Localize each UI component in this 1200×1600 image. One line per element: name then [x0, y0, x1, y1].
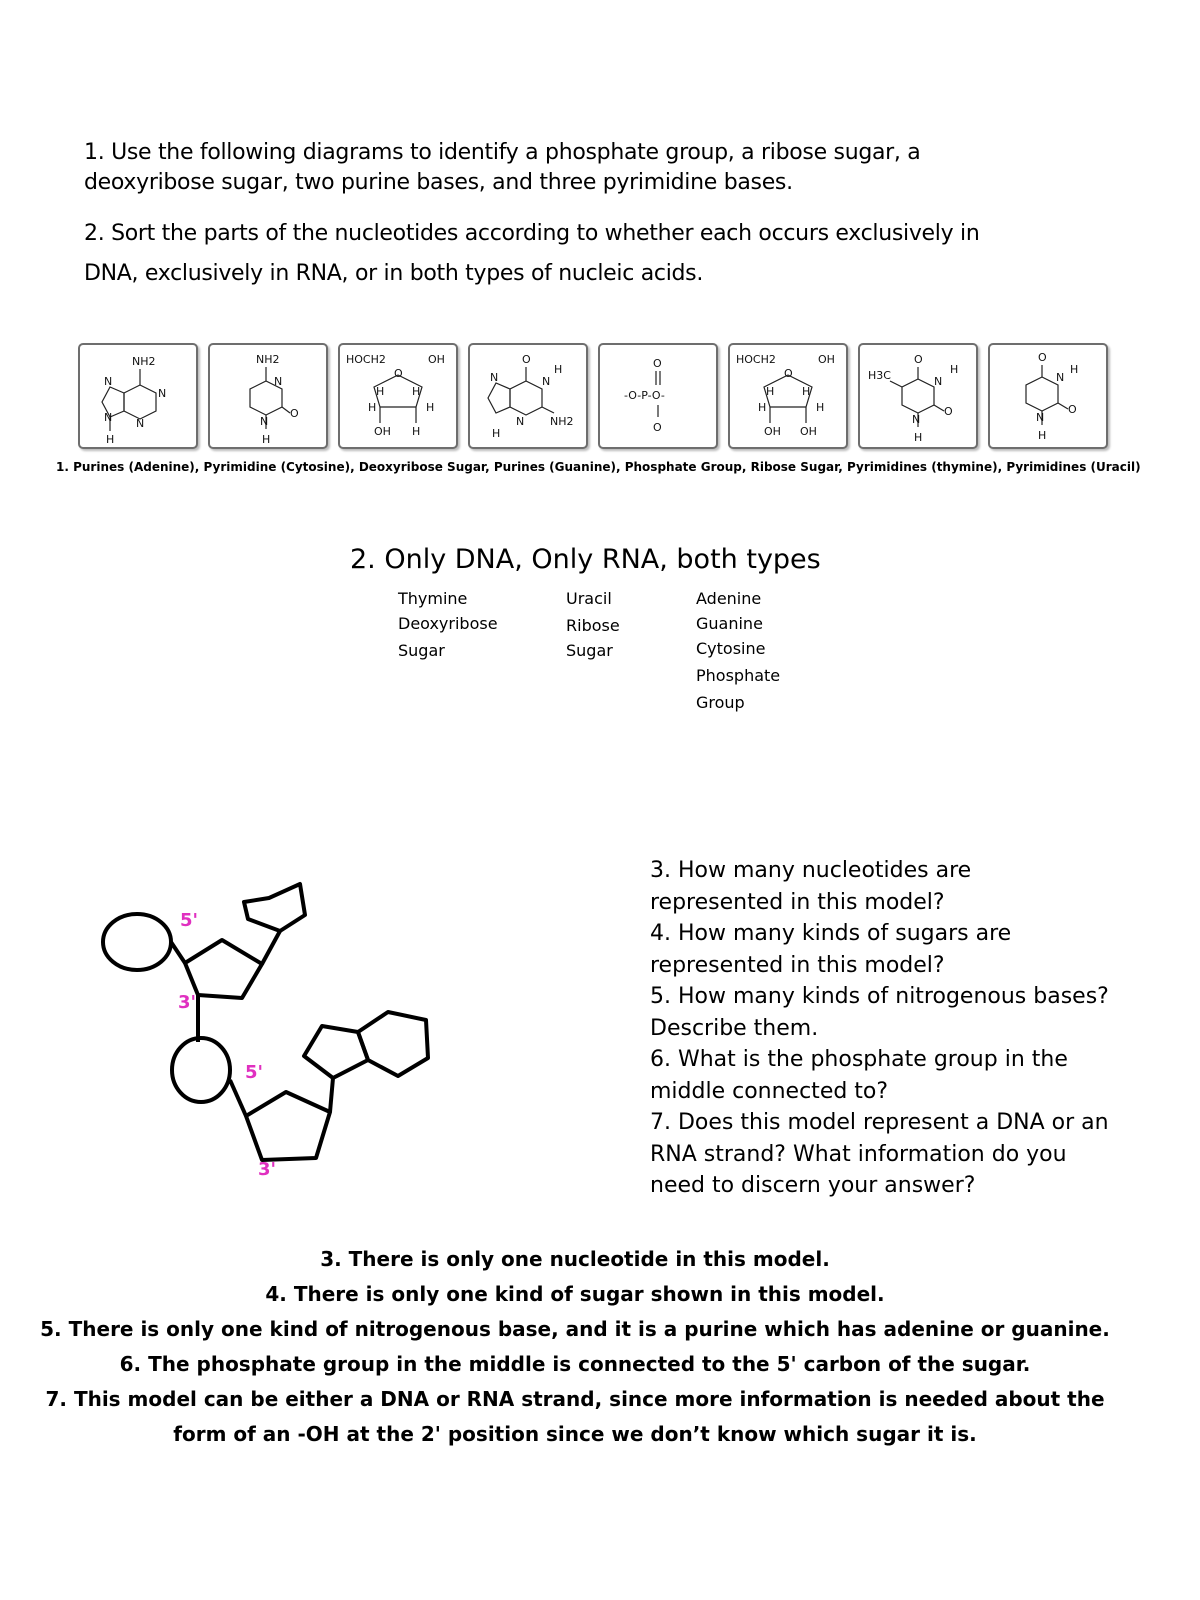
svg-text:O: O: [653, 357, 662, 370]
base-hexagon-bottom: [358, 1012, 428, 1076]
svg-text:OH: OH: [374, 425, 391, 438]
list-item: Ribose: [566, 616, 620, 635]
svg-text:H: H: [950, 363, 959, 376]
svg-text:N: N: [274, 375, 283, 388]
sugar-pentagon-bottom: [246, 1092, 330, 1160]
svg-text:H: H: [1038, 429, 1047, 442]
phosphate-circle-bottom: [172, 1038, 230, 1102]
svg-text:OH: OH: [818, 353, 835, 366]
questions-3-7: [650, 855, 1116, 1202]
svg-text:-O-P-O-: -O-P-O-: [624, 389, 665, 402]
answer-2-title: 2. Only DNA, Only RNA, both types: [350, 544, 821, 575]
thymine-structure: [858, 343, 978, 449]
svg-text:H: H: [816, 401, 825, 414]
svg-text:H: H: [262, 433, 271, 446]
svg-text:H: H: [106, 433, 115, 446]
answer-3: 3. There is only one nucleotide in this model.: [320, 1247, 830, 1271]
question-4: 4. How many kinds of sugars are represented in this model?: [650, 921, 1019, 978]
uracil-structure: [988, 343, 1108, 449]
svg-text:O: O: [653, 421, 662, 434]
question-6: 6. What is the phosphate group in the middle connected to?: [650, 1047, 1075, 1104]
label-5-prime-bottom: 5': [245, 1062, 264, 1083]
svg-text:NH2: NH2: [132, 355, 156, 368]
svg-text:H: H: [492, 427, 501, 440]
cytosine-structure: [208, 343, 328, 449]
svg-text:N: N: [136, 417, 145, 430]
svg-text:N: N: [934, 375, 943, 388]
svg-text:H: H: [368, 401, 377, 414]
question-1: 1. Use the following diagrams to identify a phosphate group, a ribose sugar, a deoxyribose sugar, two purine bases, and three pyrimidine bases.: [84, 140, 921, 195]
svg-text:HOCH2: HOCH2: [736, 353, 776, 366]
svg-text:N: N: [516, 415, 525, 428]
question-7: 7. Does this model represent a DNA or an RNA strand? What information do you need to discern your answer?: [650, 1110, 1116, 1198]
list-item: Cytosine: [696, 639, 766, 658]
svg-text:H: H: [766, 385, 775, 398]
svg-text:H: H: [426, 401, 435, 414]
deoxyribose-structure: [338, 343, 458, 449]
question-5: 5. How many kinds of nitrogenous bases? Describe them.: [650, 984, 1116, 1041]
svg-text:H: H: [554, 363, 563, 376]
list-item: Group: [696, 693, 745, 712]
svg-text:OH: OH: [428, 353, 445, 366]
only-dna-column: [398, 586, 528, 663]
list-item: Guanine: [696, 614, 763, 633]
svg-text:O: O: [784, 367, 793, 380]
svg-text:H: H: [802, 385, 811, 398]
svg-text:N: N: [104, 411, 113, 424]
label-3-prime-top: 3': [178, 992, 197, 1013]
phosphate-circle-top: [103, 914, 171, 970]
phosphate-structure: [598, 343, 718, 449]
list-item: Thymine: [398, 589, 468, 608]
svg-text:H: H: [376, 385, 385, 398]
svg-text:N: N: [158, 387, 167, 400]
svg-text:OH: OH: [764, 425, 781, 438]
svg-text:NH2: NH2: [256, 353, 280, 366]
answer-6: 6. The phosphate group in the middle is connected to the 5' carbon of the sugar.: [119, 1352, 1031, 1376]
guanine-structure: [468, 343, 588, 449]
svg-text:O: O: [1068, 403, 1077, 416]
answer-4: 4. There is only one kind of sugar shown in this model.: [265, 1282, 885, 1306]
ribose-structure: [728, 343, 848, 449]
svg-text:H: H: [914, 431, 923, 444]
svg-text:N: N: [542, 375, 551, 388]
svg-text:N: N: [104, 375, 113, 388]
svg-text:HOCH2: HOCH2: [346, 353, 386, 366]
list-item: Sugar: [398, 641, 445, 660]
svg-text:N: N: [1036, 411, 1045, 424]
svg-text:N: N: [1056, 371, 1065, 384]
only-rna-column: [566, 586, 646, 663]
svg-text:O: O: [944, 405, 953, 418]
svg-text:O: O: [1038, 351, 1047, 364]
svg-text:O: O: [394, 367, 403, 380]
base-hexagon-top: [244, 884, 305, 931]
list-item: Sugar: [566, 641, 613, 660]
answer-7: 7. This model can be either a DNA or RNA strand, since more information is needed about the form of an -OH at the 2' position since we don’t know which sugar it is.: [45, 1387, 1105, 1446]
label-5-prime-top: 5': [180, 910, 199, 931]
svg-text:H3C: H3C: [868, 369, 891, 382]
list-item: Adenine: [696, 589, 762, 608]
list-item: Uracil: [566, 589, 612, 608]
label-3-prime-bottom: 3': [258, 1159, 277, 1180]
svg-text:O: O: [914, 353, 923, 366]
svg-text:N: N: [490, 371, 499, 384]
svg-text:H: H: [412, 385, 421, 398]
nucleotide-model-drawing: [90, 880, 470, 1210]
list-item: Phosphate: [696, 666, 781, 685]
svg-text:H: H: [1070, 363, 1079, 376]
answer-5: 5. There is only one kind of nitrogenous base, and it is a purine which has adenine or guanine.: [40, 1317, 1110, 1341]
svg-text:H: H: [758, 401, 767, 414]
adenine-structure: [78, 343, 198, 449]
svg-text:H: H: [412, 425, 421, 438]
svg-text:NH2: NH2: [550, 415, 574, 428]
answers-3-7: [40, 1242, 1110, 1452]
question-2: 2. Sort the parts of the nucleotides according to whether each occurs exclusively in DNA, exclusively in RNA, or in both types of nucleic acids.: [84, 221, 980, 286]
svg-text:N: N: [260, 415, 269, 428]
both-types-column: [696, 586, 796, 715]
list-item: Deoxyribose: [398, 614, 498, 633]
svg-text:O: O: [522, 353, 531, 366]
svg-text:OH: OH: [800, 425, 817, 438]
question-3: 3. How many nucleotides are represented in this model?: [650, 858, 979, 915]
answer-1: 1. Purines (Adenine), Pyrimidine (Cytosine), Deoxyribose Sugar, Purines (Guanine), Phosphate Group, Ribose Sugar, Pyrimidines (thymine), Pyrimidines (Uracil): [56, 460, 1141, 474]
svg-text:O: O: [290, 407, 299, 420]
svg-text:N: N: [912, 413, 921, 426]
sugar-pentagon-top: [185, 940, 262, 998]
